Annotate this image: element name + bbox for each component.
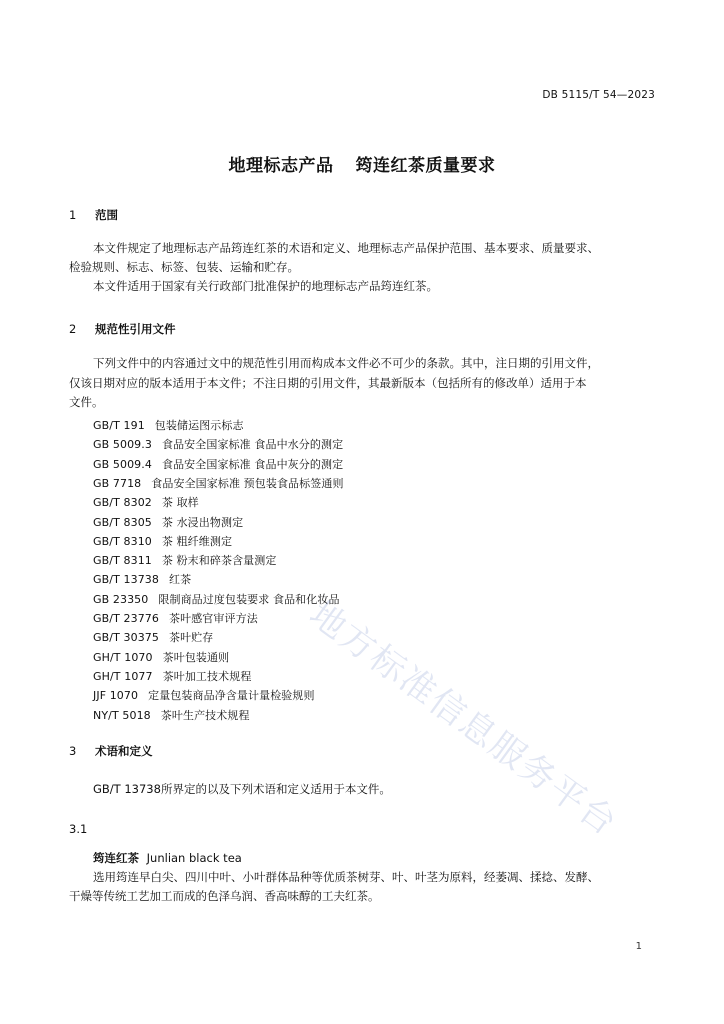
reference-item <box>93 456 343 472</box>
reference-code: GH/T 1077 <box>93 669 153 683</box>
reference-item <box>93 591 340 607</box>
reference-item <box>93 649 229 665</box>
reference-title: 茶叶感官审评方法 <box>169 612 258 625</box>
reference-code: NY/T 5018 <box>93 708 151 722</box>
reference-title: 茶叶生产技术规程 <box>160 708 250 722</box>
reference-code: GB/T 8302 <box>93 496 152 510</box>
reference-title: 茶 粉末和碎茶含量测定 <box>161 554 277 568</box>
reference-title: 包装储运图示标志 <box>154 419 244 432</box>
reference-code: GB/T 13738 <box>93 573 159 587</box>
term-english: Junlian black tea <box>146 851 242 865</box>
reference-item <box>93 687 315 703</box>
reference-item <box>93 533 232 549</box>
term-heading <box>93 849 242 868</box>
page-number: 1 <box>635 941 642 952</box>
scope-paragraph-1-line-2: 检验规则、标志、标签、包装、运输和贮存。 <box>69 260 299 274</box>
reference-item <box>93 475 344 491</box>
reference-title: 限制商品过度包装要求 食品和化妆品 <box>158 592 340 606</box>
reference-title: 茶叶加工技术规程 <box>162 669 252 683</box>
reference-item <box>93 417 244 433</box>
section-heading-normative-references: 2 规范性引用文件 <box>69 322 176 336</box>
reference-item <box>93 707 250 723</box>
reference-title: 茶 粗纤维测定 <box>161 534 233 548</box>
normative-intro-line-2: 仅该日期对应的版本适用于本文件；不注日期的引用文件，其最新版本（包括所有的修改单）适用于本 <box>69 376 587 390</box>
reference-title: 食品安全国家标准 食品中灰分的测定 <box>161 457 344 471</box>
reference-title: 食品安全国家标准 预包装食品标签通则 <box>151 476 344 490</box>
reference-title: 定量包装商品净含量计量检验规则 <box>148 689 315 703</box>
reference-item <box>93 610 258 626</box>
reference-code: GB/T 30375 <box>93 631 159 645</box>
document-code: DB 5115/T 54—2023 <box>542 89 655 101</box>
reference-title: 红茶 <box>169 573 192 587</box>
reference-item <box>93 552 277 568</box>
terms-intro: GB/T 13738所界定的以及下列术语和定义适用于本文件。 <box>93 782 391 796</box>
reference-title: 茶叶包装通则 <box>162 650 230 664</box>
reference-code: GB/T 191 <box>93 419 145 432</box>
term-definition-line-1: 选用筠连早白尖、四川中叶、小叶群体品种等优质茶树芽、叶、叶茎为原料，经萎凋、揉捻、发酵、 <box>93 870 599 884</box>
term-chinese: 筠连红茶 <box>93 851 139 865</box>
term-number: 3.1 <box>69 822 88 836</box>
normative-intro-line-1: 下列文件中的内容通过文中的规范性引用而构成本文件必不可少的条款。其中，注日期的引用文件， <box>93 356 599 370</box>
reference-title: 茶 取样 <box>161 496 199 510</box>
reference-code: GB/T 23776 <box>93 612 159 625</box>
reference-title: 茶叶贮存 <box>169 631 214 645</box>
reference-code: GB 7718 <box>93 476 142 490</box>
reference-code: GB 5009.4 <box>93 457 152 471</box>
reference-code: JJF 1070 <box>93 689 139 703</box>
title-part-1: 地理标志产品 <box>228 156 334 176</box>
reference-code: GB/T 8310 <box>93 534 152 548</box>
reference-code: GB 23350 <box>93 592 149 606</box>
watermark: 地方标准信息服务平台 <box>301 594 625 845</box>
reference-code: GH/T 1070 <box>93 650 153 664</box>
reference-item <box>93 514 243 530</box>
scope-paragraph-1-line-1: 本文件规定了地理标志产品筠连红茶的术语和定义、地理标志产品保护范围、基本要求、质量要求、 <box>93 241 599 255</box>
reference-item <box>93 571 191 587</box>
reference-item <box>93 494 199 510</box>
scope-paragraph-2: 本文件适用于国家有关行政部门批准保护的地理标志产品筠连红茶。 <box>93 279 438 293</box>
reference-code: GB/T 8311 <box>93 554 152 568</box>
reference-title: 茶 水浸出物测定 <box>161 515 244 529</box>
reference-title: 食品安全国家标准 食品中水分的测定 <box>161 438 344 452</box>
reference-item <box>93 629 213 645</box>
reference-item <box>93 436 343 452</box>
title-part-2: 筠连红茶质量要求 <box>355 156 496 176</box>
section-heading-scope: 1 范围 <box>69 208 118 222</box>
document-title <box>0 151 724 176</box>
normative-intro-line-3: 文件。 <box>69 395 104 409</box>
reference-code: GB 5009.3 <box>93 438 152 452</box>
term-definition-line-2: 干燥等传统工艺加工而成的色泽乌润、香高味醇的工夫红茶。 <box>69 889 380 903</box>
reference-code: GB/T 8305 <box>93 515 152 529</box>
reference-item <box>93 668 251 684</box>
section-heading-terms: 3 术语和定义 <box>69 744 153 758</box>
